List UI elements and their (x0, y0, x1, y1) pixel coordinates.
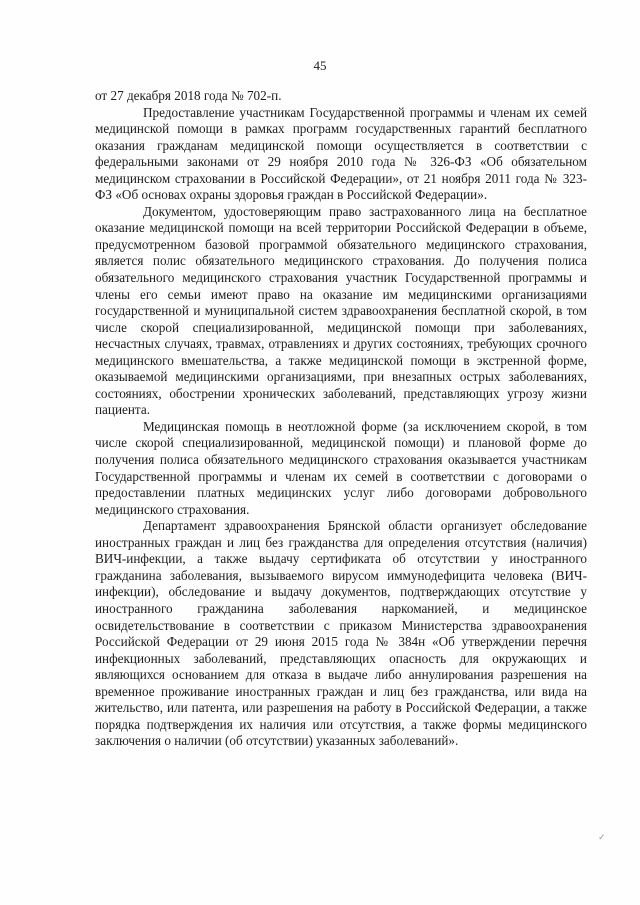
page-number: 45 (313, 58, 327, 73)
paragraph-provision-of-care: Предоставление участникам Государственной программы и членам их семей медицинской помощи в рамках программ государственных гарантий бесплатного оказания гражданам медицинской помощи осуществляется в соответствии с федеральными законами от 29 ноября 2010 года № 326-ФЗ «Об обязательном медицинском страховании в Российской Федерации», от 21 ноября 2011 года № 323-ФЗ «Об основах охраны здоровья граждан в Российской Федерации». (95, 104, 587, 203)
paragraph-insurance-policy: Документом, удостоверяющим право застрахованного лица на бесплатное оказание медицинской помощи на всей территории Российской Федерации в объеме, предусмотренном базовой программой обязательного медицинского страхования, является полис обязательного медицинского страхования. До получения полиса обязательного медицинского страхования участник Государственной программы и члены его семьи имеют право на оказание им медицинскими организациями государственной и муниципальной систем здравоохранения бесплатной скорой, в том числе скорой специализированной, медицинской помощи при заболеваниях, несчастных случаях, травмах, отравлениях и других состояниях, требующих срочного медицинского вмешательства, а также медицинской помощи в экстренной форме, оказываемой медицинскими организациями, при внезапных острых заболеваниях, состояниях, обострении хронических заболеваний, представляющих угрозу жизни пациента. (95, 203, 587, 418)
scan-mark: ✓ (598, 832, 606, 842)
paragraph-urgent-care: Медицинская помощь в неотложной форме (за исключением скорой, в том числе скорой специализированной, медицинской помощи) и плановой форме до получения полиса обязательного медицинского страхования оказывается участникам Государственной программы и членам их семей в соответствии с договорами о предоставлении платных медицинских услуг либо договорами добровольного медицинского страхования. (95, 418, 587, 517)
paragraph-hiv-examination: Департамент здравоохранения Брянской области организует обследование иностранных граждан и лиц без гражданства для определения отсутствия (наличия) ВИЧ-инфекции, а также выдачу сертификата об отсутствии у иностранного гражданина заболевания, вызываемого вирусом иммунодефицита человека (ВИЧ-инфекции), обследование и выдачу документов, подтверждающих отсутствие у иностранного гражданина заболевания наркоманией, и медицинское освидетельствование в соответствии с приказом Министерства здравоохранения Российской Федерации от 29 июня 2015 года № 384н «Об утверждении перечня инфекционных заболеваний, представляющих опасность для окружающих и являющихся основанием для отказа в выдаче либо аннулирования разрешения на временное проживание иностранных граждан и лиц без гражданства, или вида на жительство, или патента, или разрешения на работу в Российской Федерации, а также порядка подтверждения их наличия или отсутствия, а также формы медицинского заключения о наличии (об отсутствии) указанных заболеваний». (95, 518, 587, 749)
document-body (95, 88, 587, 750)
paragraph-continuation: от 27 декабря 2018 года № 702-п. (95, 88, 282, 103)
